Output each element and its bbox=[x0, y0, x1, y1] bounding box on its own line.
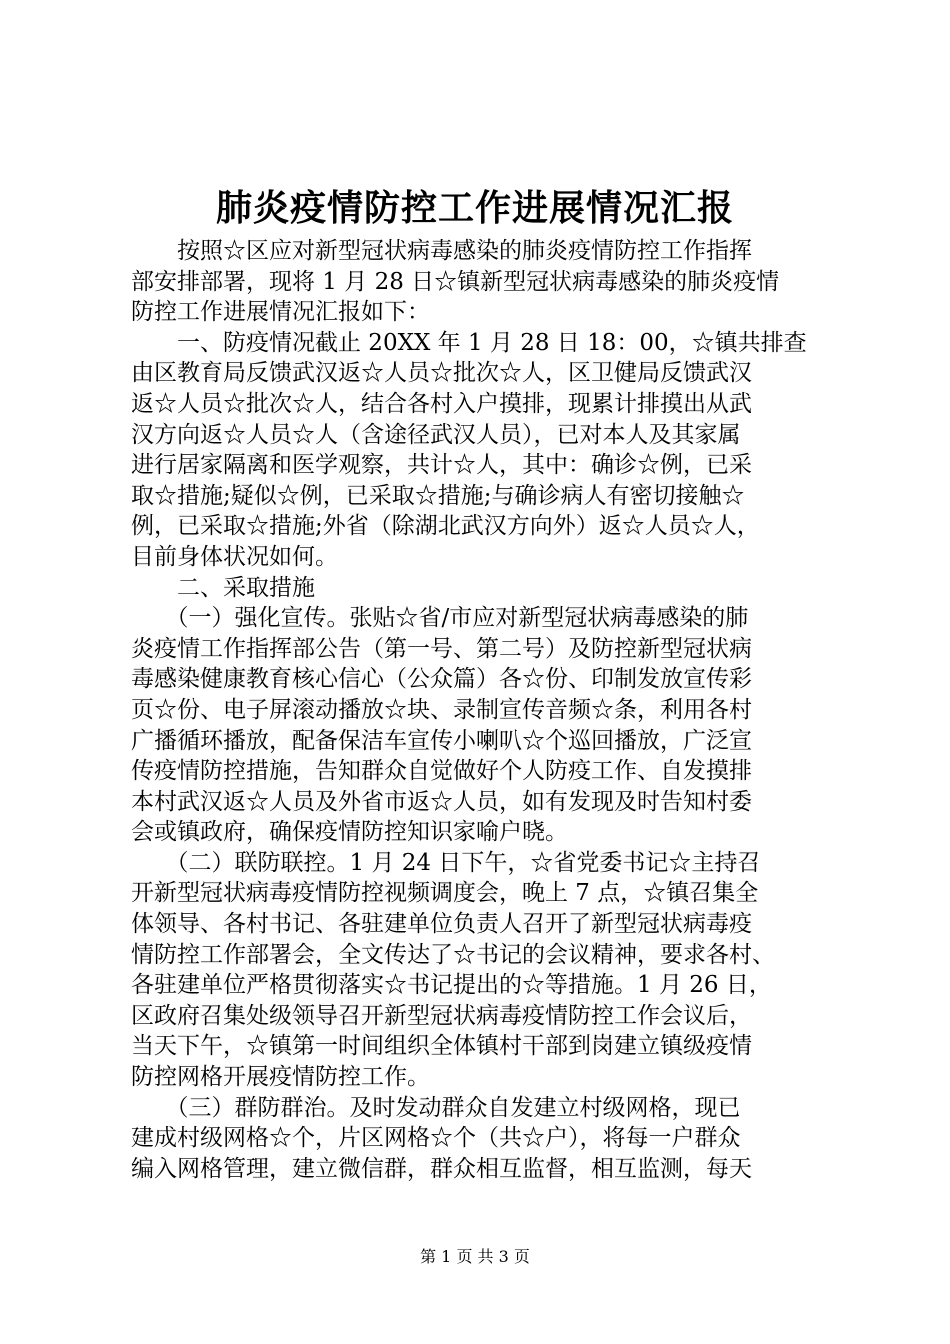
body-line: 返☆人员☆批次☆人，结合各村入户摸排，现累计排摸出从武 bbox=[131, 390, 752, 417]
body-line: 建成村级网格☆个，片区网格☆个（共☆户），将每一户群众 bbox=[131, 1125, 741, 1152]
body-line: 汉方向返☆人员☆人（含途径武汉人员），已对本人及其家属 bbox=[131, 421, 741, 448]
body-line: 目前身体状况如何。 bbox=[131, 543, 338, 570]
body-line: （三）群防群治。及时发动群众自发建立村级网格，现已 bbox=[131, 1094, 741, 1121]
body-line: 由区教育局反馈武汉返☆人员☆批次☆人，区卫健局反馈武汉 bbox=[131, 360, 752, 387]
body-line: 体领导、各村书记、各驻建单位负责人召开了新型冠状病毒疫 bbox=[131, 911, 752, 938]
body-line: 一、防疫情况截止 20XX 年 1 月 28 日 18：00，☆镇共排查 bbox=[131, 329, 807, 356]
body-line: 传疫情防控措施，告知群众自觉做好个人防疫工作、自发摸排 bbox=[131, 758, 752, 785]
body-line: 二、采取措施 bbox=[131, 574, 315, 601]
body-line: 毒感染健康教育核心信心（公众篇）各☆份、印制发放宣传彩 bbox=[131, 666, 752, 693]
body-line: （二）联防联控。1 月 24 日下午，☆省党委书记☆主持召 bbox=[131, 849, 761, 876]
body-line: 区政府召集处级领导召开新型冠状病毒疫情防控工作会议后， bbox=[131, 1002, 752, 1029]
page-footer: 第 1 页 共 3 页 bbox=[420, 1247, 530, 1266]
body-line: 广播循环播放，配备保洁车宣传小喇叭☆个巡回播放，广泛宣 bbox=[131, 727, 752, 754]
body-line: 会或镇政府，确保疫情防控知识家喻户晓。 bbox=[131, 819, 568, 846]
body-line: 部安排部署，现将 1 月 28 日☆镇新型冠状病毒感染的肺炎疫情 bbox=[131, 268, 780, 295]
body-line: 情防控工作部署会，全文传达了☆书记的会议精神，要求各村、 bbox=[131, 941, 775, 968]
document-title: 肺炎疫情防控工作进展情况汇报 bbox=[215, 187, 734, 229]
body-line: 开新型冠状病毒疫情防控视频调度会，晚上 7 点，☆镇召集全 bbox=[131, 880, 759, 907]
body-line: 按照☆区应对新型冠状病毒感染的肺炎疫情防控工作指挥 bbox=[131, 238, 752, 264]
document-body bbox=[131, 236, 827, 1184]
body-line: 各驻建单位严格贯彻落实☆书记提出的☆等措施。1 月 26 日， bbox=[131, 972, 772, 999]
body-line: 当天下午，☆镇第一时间组织全体镇村干部到岗建立镇级疫情 bbox=[131, 1033, 752, 1060]
body-line: （一）强化宣传。张贴☆省/市应对新型冠状病毒感染的肺 bbox=[131, 605, 749, 632]
body-line: 防控工作进展情况汇报如下： bbox=[131, 299, 430, 326]
body-line: 编入网格管理，建立微信群，群众相互监督，相互监测，每天 bbox=[131, 1155, 752, 1182]
body-line: 页☆份、电子屏滚动播放☆块、录制宣传音频☆条，利用各村 bbox=[131, 696, 752, 723]
body-line: 本村武汉返☆人员及外省市返☆人员，如有发现及时告知村委 bbox=[131, 788, 752, 815]
body-line: 防控网格开展疫情防控工作。 bbox=[131, 1064, 430, 1091]
body-line: 取☆措施;疑似☆例，已采取☆措施;与确诊病人有密切接触☆ bbox=[131, 482, 745, 509]
body-line: 炎疫情工作指挥部公告（第一号、第二号）及防控新型冠状病 bbox=[131, 635, 752, 662]
body-line: 进行居家隔离和医学观察，共计☆人，其中：确诊☆例，已采 bbox=[131, 452, 752, 479]
body-line: 例，已采取☆措施;外省（除湖北武汉方向外）返☆人员☆人， bbox=[131, 513, 760, 540]
